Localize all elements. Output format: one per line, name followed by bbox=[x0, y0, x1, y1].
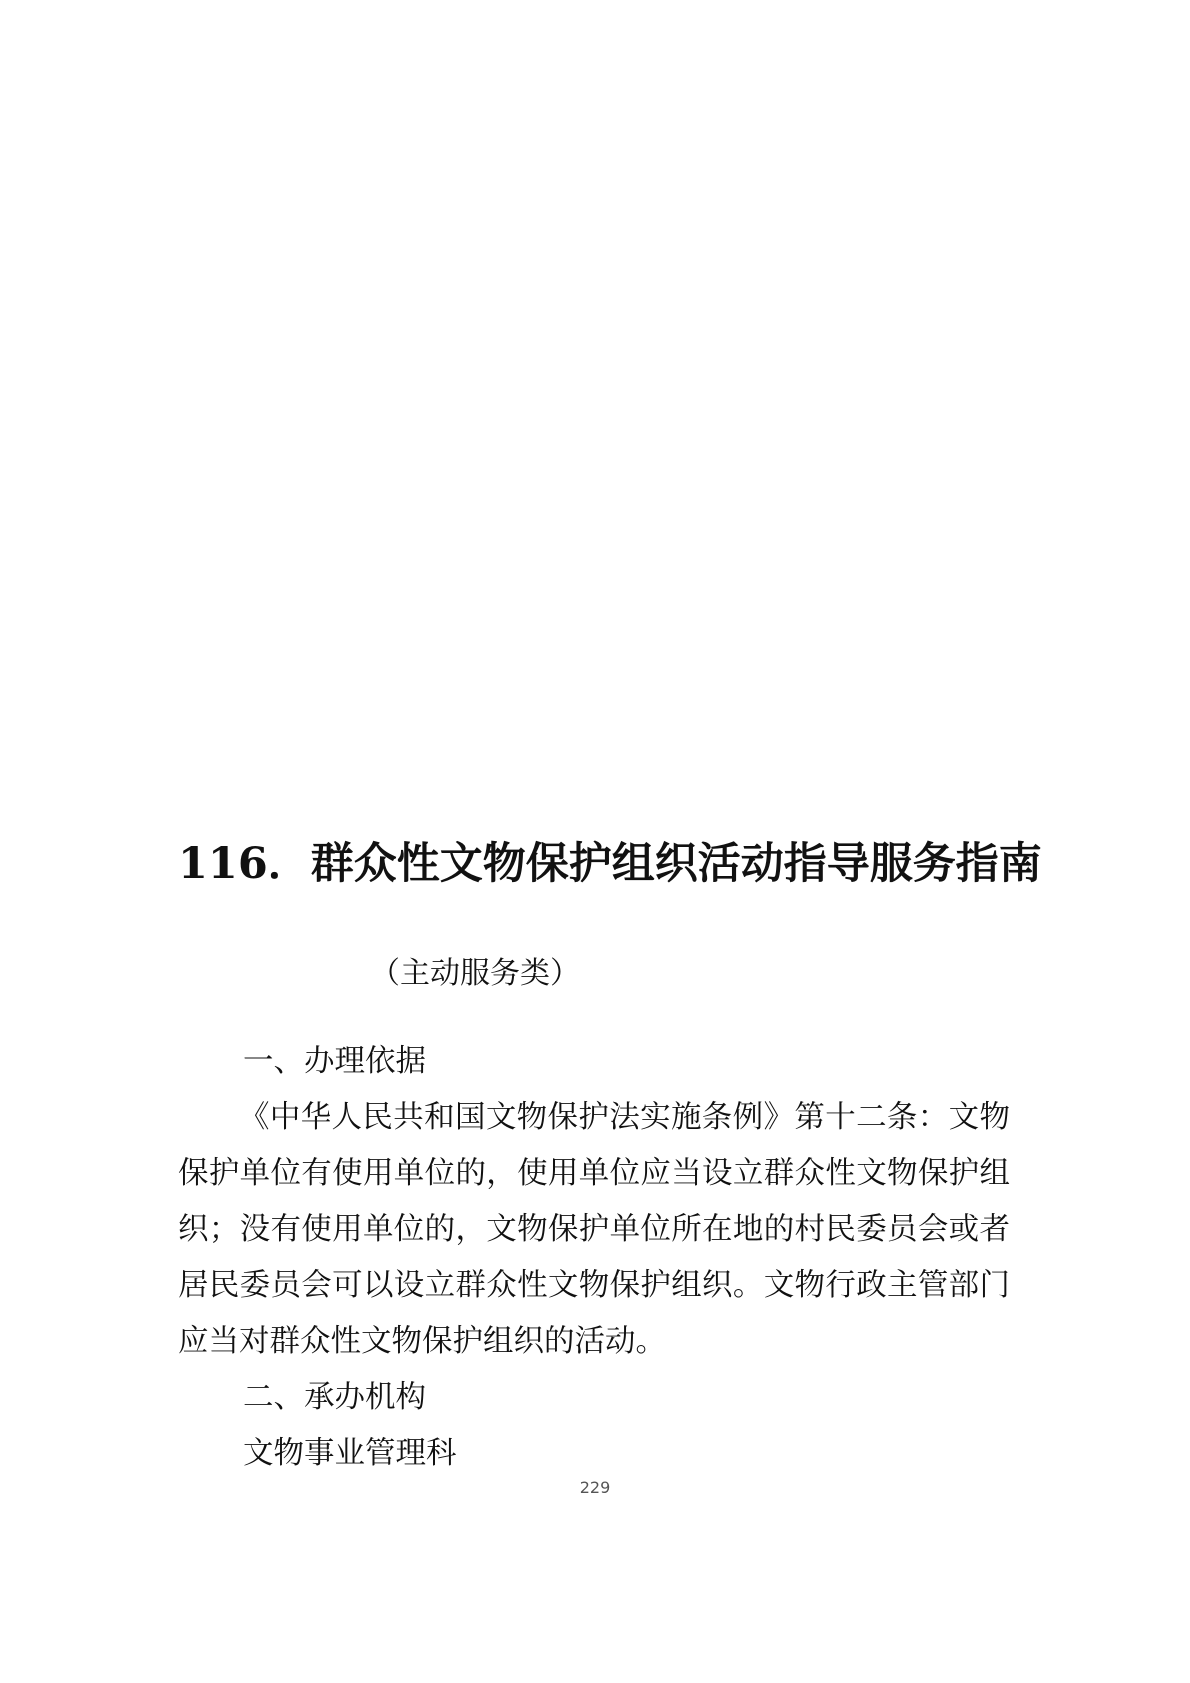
section-1-body: 《中华人民共和国文物保护法实施条例》第十二条：文物保护单位有使用单位的，使用单位应当设立群众性文物保护组织；没有使用单位的，文物保护单位所在地的村民委员会或者居民委员会可以设立群众性文物保护组织。文物行政主管部门应当对群众性文物保护组织的活动。 bbox=[178, 1100, 1010, 1359]
section-2-heading: 二、承办机构 bbox=[243, 1380, 426, 1415]
document-title: 116．群众性文物保护组织活动指导服务指南 bbox=[178, 839, 1042, 889]
page-number: 229 bbox=[579, 1478, 611, 1497]
section-2-body: 文物事业管理科 bbox=[243, 1436, 457, 1471]
document-subtitle: （主动服务类） bbox=[370, 956, 580, 991]
section-1-heading: 一、办理依据 bbox=[243, 1044, 426, 1079]
